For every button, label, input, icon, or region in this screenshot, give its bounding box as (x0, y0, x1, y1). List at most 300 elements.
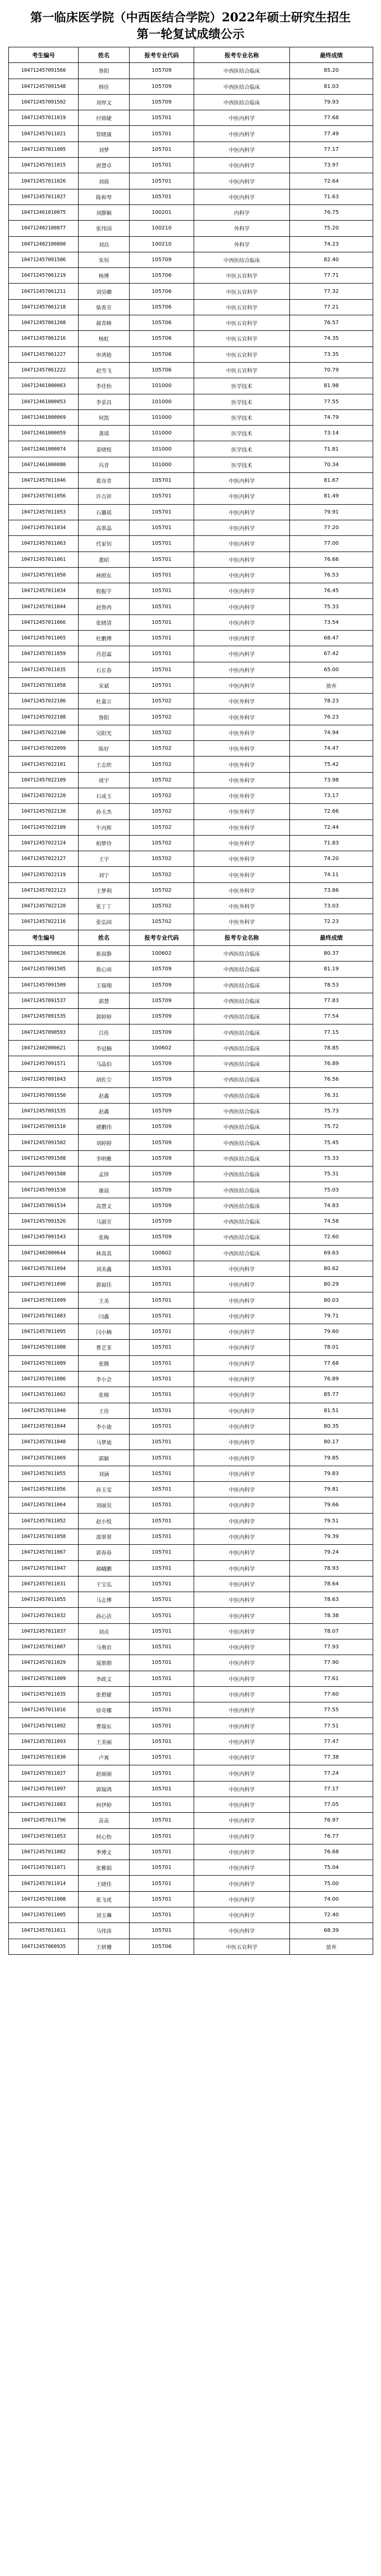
table-row (9, 1623, 373, 1639)
candidate-id-cell: 104712457011055 (9, 1592, 79, 1608)
final-score-cell: 77.17 (290, 142, 373, 157)
major-code-cell: 105701 (130, 142, 194, 157)
final-score-cell: 77.20 (290, 520, 373, 535)
major-name-cell: 中医内科学 (194, 1340, 290, 1355)
name-cell: 于宝弘 (79, 1576, 130, 1592)
name-cell: 王美丽 (79, 1734, 130, 1749)
candidate-id-cell: 104712457011040 (9, 1403, 79, 1418)
name-cell: 曹艺菲 (79, 1340, 130, 1355)
final-score-cell: 73.03 (290, 899, 373, 914)
name-cell: 王梦利 (79, 882, 130, 898)
final-score-cell: 76.45 (290, 583, 373, 599)
major-code-cell: 105702 (130, 867, 194, 882)
name-cell: 何心怡 (79, 1828, 130, 1844)
final-score-cell: 80.17 (290, 1434, 373, 1450)
name-cell: 郭瑞鸿 (79, 1781, 130, 1797)
name-cell: 董昭 (79, 552, 130, 567)
major-name-cell: 中西医结合临床 (194, 1056, 290, 1072)
name-cell: 何凯 (79, 409, 130, 425)
major-name-cell: 中医内科学 (194, 1844, 290, 1860)
candidate-id-cell: 104712457091508 (9, 1150, 79, 1166)
name-cell: 柴香芳 (79, 299, 130, 315)
final-score-cell: 76.77 (290, 1828, 373, 1844)
table-row (9, 1686, 373, 1702)
table-row (9, 189, 373, 204)
major-name-cell: 中医内科学 (194, 1734, 290, 1749)
candidate-id-cell: 104712457011094 (9, 1261, 79, 1276)
final-score-cell: 76.53 (290, 567, 373, 583)
table-row (9, 204, 373, 220)
major-code-cell: 105701 (130, 1355, 194, 1371)
major-code-cell: 105709 (130, 1150, 194, 1166)
final-score-cell: 73.14 (290, 426, 373, 441)
major-name-cell: 中医内科学 (194, 1655, 290, 1671)
candidate-id-cell: 104712457011021 (9, 126, 79, 142)
major-code-cell: 100602 (130, 1245, 194, 1261)
candidate-id-cell: 104712457011034 (9, 583, 79, 599)
table-row (9, 1229, 373, 1245)
final-score-cell: 82.40 (290, 252, 373, 267)
candidate-id-cell: 104712457011069 (9, 1450, 79, 1466)
table-row (9, 1119, 373, 1135)
candidate-id-cell: 104712457011035 (9, 662, 79, 677)
name-cell: 龚靖 (79, 426, 130, 441)
major-code-cell: 105701 (130, 1387, 194, 1403)
candidate-id-cell: 104712457011034 (9, 520, 79, 535)
table-row (9, 331, 373, 347)
major-code-cell: 100602 (130, 945, 194, 961)
name-cell: 唐慧卓 (79, 158, 130, 173)
major-code-cell: 105709 (130, 1024, 194, 1040)
column-header: 姓名 (79, 930, 130, 945)
name-cell: 林真真 (79, 1245, 130, 1261)
name-cell: 马伟涛 (79, 1923, 130, 1939)
candidate-id-cell: 104712461000063 (9, 378, 79, 394)
major-name-cell: 中医内科学 (194, 1923, 290, 1939)
major-name-cell: 中医外科学 (194, 725, 290, 740)
final-score-cell: 73.97 (290, 158, 373, 173)
major-code-cell: 105701 (130, 1876, 194, 1891)
table-row (9, 504, 373, 520)
candidate-id-cell: 104712402000644 (9, 1245, 79, 1261)
table-row (9, 1072, 373, 1087)
name-cell: 鲁阳 (79, 709, 130, 725)
final-score-cell: 74.79 (290, 409, 373, 425)
name-cell: 孙玉雯 (79, 1482, 130, 1497)
major-code-cell: 105701 (130, 1813, 194, 1828)
major-name-cell: 中医内科学 (194, 1371, 290, 1387)
candidate-id-cell: 104712457011026 (9, 173, 79, 189)
name-cell: 姜晓悦 (79, 441, 130, 457)
table-row (9, 867, 373, 882)
major-code-cell: 105701 (130, 1907, 194, 1923)
candidate-id-cell: 104712457061222 (9, 362, 79, 378)
table-row (9, 1198, 373, 1213)
name-cell: 王美 (79, 1292, 130, 1308)
final-score-cell: 79.60 (290, 1324, 373, 1340)
major-code-cell: 100602 (130, 1040, 194, 1056)
table-row (9, 94, 373, 110)
name-cell: 马志博 (79, 1592, 130, 1608)
major-name-cell: 中医五官科学 (194, 315, 290, 331)
major-name-cell: 中医内科学 (194, 1418, 290, 1434)
table-row (9, 772, 373, 788)
final-score-cell: 77.32 (290, 284, 373, 299)
candidate-id-cell: 104712457011032 (9, 1608, 79, 1623)
major-code-cell: 105701 (130, 1324, 194, 1340)
major-code-cell: 105701 (130, 1529, 194, 1544)
table-row (9, 1797, 373, 1812)
major-name-cell: 中医内科学 (194, 1702, 290, 1718)
final-score-cell: 78.01 (290, 1340, 373, 1355)
major-name-cell: 中西医结合临床 (194, 945, 290, 961)
final-score-cell: 81.49 (290, 489, 373, 504)
major-name-cell: 内科学 (194, 204, 290, 220)
final-score-cell: 72.60 (290, 1229, 373, 1245)
candidate-id-cell: 104712457091502 (9, 94, 79, 110)
final-score-cell: 77.61 (290, 1671, 373, 1686)
final-score-cell: 81.03 (290, 79, 373, 94)
final-score-cell: 75.45 (290, 1135, 373, 1150)
candidate-id-cell: 104712457011056 (9, 489, 79, 504)
name-cell: 付锦婕 (79, 110, 130, 126)
final-score-cell: 68.47 (290, 630, 373, 646)
major-code-cell: 105701 (130, 158, 194, 173)
final-score-cell: 77.15 (290, 1024, 373, 1040)
major-code-cell: 105702 (130, 757, 194, 772)
candidate-id-cell: 104712457091526 (9, 1213, 79, 1229)
table-row (9, 1292, 373, 1308)
major-code-cell: 105709 (130, 1167, 194, 1182)
table-row (9, 1150, 373, 1166)
table-row (9, 1213, 373, 1229)
major-name-cell: 中医内科学 (194, 110, 290, 126)
table-row (9, 552, 373, 567)
candidate-id-cell: 104712457091537 (9, 993, 79, 1008)
final-score-cell: 77.51 (290, 1718, 373, 1734)
table-row (9, 236, 373, 252)
name-cell: 陈好 (79, 741, 130, 757)
name-cell: 苗苗 (79, 1813, 130, 1828)
major-name-cell: 中西医结合临床 (194, 1103, 290, 1119)
major-name-cell: 中医外科学 (194, 772, 290, 788)
major-code-cell: 105706 (130, 268, 194, 284)
final-score-cell: 78.64 (290, 1576, 373, 1592)
table-row (9, 1371, 373, 1387)
final-score-cell: 74.35 (290, 331, 373, 347)
name-cell: 韩佳 (79, 79, 130, 94)
table-row (9, 409, 373, 425)
major-code-cell: 105709 (130, 1182, 194, 1198)
name-cell: 管晓康 (79, 126, 130, 142)
major-code-cell: 105702 (130, 741, 194, 757)
name-cell: 许吉祥 (79, 489, 130, 504)
name-cell: 肖思霖 (79, 646, 130, 662)
name-cell: 张腾 (79, 1355, 130, 1371)
final-score-cell: 77.05 (290, 1797, 373, 1812)
name-cell: 何伊婷 (79, 1797, 130, 1812)
candidate-id-cell: 104712457091506 (9, 252, 79, 267)
major-code-cell: 105701 (130, 1623, 194, 1639)
name-cell: 闫鑫 (79, 1308, 130, 1324)
major-name-cell: 中西医结合临床 (194, 1009, 290, 1024)
final-score-cell: 81.51 (290, 1403, 373, 1418)
final-score-cell: 77.38 (290, 1750, 373, 1765)
final-score-cell: 79.91 (290, 504, 373, 520)
candidate-id-cell: 104712457022120 (9, 788, 79, 803)
major-code-cell: 105701 (130, 552, 194, 567)
table-row (9, 1939, 373, 1954)
major-name-cell: 中医内科学 (194, 1797, 290, 1812)
final-score-cell: 77.54 (290, 1009, 373, 1024)
major-name-cell: 中医五官科学 (194, 347, 290, 362)
major-code-cell: 105702 (130, 851, 194, 867)
major-name-cell: 中医外科学 (194, 867, 290, 882)
table-row (9, 835, 373, 851)
major-code-cell: 105709 (130, 1198, 194, 1213)
candidate-id-cell: 104712457011082 (9, 1844, 79, 1860)
candidate-id-cell: 104712457091505 (9, 962, 79, 977)
major-code-cell: 105701 (130, 614, 194, 630)
column-header: 报考专业代码 (130, 47, 194, 63)
candidate-id-cell: 104712461010075 (9, 204, 79, 220)
candidate-id-cell: 104712457011065 (9, 630, 79, 646)
major-code-cell: 101000 (130, 441, 194, 457)
major-name-cell: 中医外科学 (194, 819, 290, 835)
name-cell: 张雅娟 (79, 1860, 130, 1876)
major-name-cell: 中医内科学 (194, 1781, 290, 1797)
major-name-cell: 中医内科学 (194, 1261, 290, 1276)
final-score-cell: 77.17 (290, 1781, 373, 1797)
major-name-cell: 中医内科学 (194, 1450, 290, 1466)
major-code-cell: 105701 (130, 662, 194, 677)
major-name-cell: 中医内科学 (194, 1482, 290, 1497)
table-row (9, 1324, 373, 1340)
candidate-id-cell: 104712457091550 (9, 1087, 79, 1103)
major-code-cell: 105701 (130, 1734, 194, 1749)
final-score-cell: 80.35 (290, 1418, 373, 1434)
major-name-cell: 中医内科学 (194, 646, 290, 662)
table-row (9, 945, 373, 961)
candidate-id-cell: 104712457011037 (9, 1623, 79, 1639)
name-cell: 石长春 (79, 662, 130, 677)
final-score-cell: 74.20 (290, 851, 373, 867)
major-name-cell: 中医内科学 (194, 1308, 290, 1324)
major-name-cell: 中医内科学 (194, 630, 290, 646)
table-row (9, 583, 373, 599)
table-header-row (9, 930, 373, 945)
final-score-cell: 72.23 (290, 914, 373, 930)
final-score-cell: 77.71 (290, 268, 373, 284)
major-code-cell: 105701 (130, 1797, 194, 1812)
table-row (9, 1844, 373, 1860)
table-row (9, 457, 373, 472)
name-cell: 敖心雨 (79, 962, 130, 977)
name-cell: 王佳 (79, 1403, 130, 1418)
final-score-cell: 76.31 (290, 1087, 373, 1103)
final-score-cell: 放弃 (290, 677, 373, 693)
major-name-cell: 中西医结合临床 (194, 962, 290, 977)
table-row (9, 362, 373, 378)
name-cell: 刘梦 (79, 142, 130, 157)
final-score-cell: 74.94 (290, 725, 373, 740)
name-cell: 杨博 (79, 268, 130, 284)
major-name-cell: 中医内科学 (194, 1324, 290, 1340)
candidate-id-cell: 104712457011095 (9, 1324, 79, 1340)
name-cell: 张碧婕 (79, 1686, 130, 1702)
name-cell: 程振宇 (79, 583, 130, 599)
table-row (9, 662, 373, 677)
major-name-cell: 中西医结合临床 (194, 1119, 290, 1135)
table-row (9, 1340, 373, 1355)
candidate-id-cell: 104712457011031 (9, 1576, 79, 1592)
table-row (9, 804, 373, 819)
candidate-id-cell: 104712457022101 (9, 757, 79, 772)
final-score-cell: 77.47 (290, 1734, 373, 1749)
major-name-cell: 中医内科学 (194, 599, 290, 614)
major-code-cell: 105701 (130, 504, 194, 520)
major-name-cell: 中医外科学 (194, 914, 290, 930)
name-cell: 牛丙辉 (79, 819, 130, 835)
final-score-cell: 65.00 (290, 662, 373, 677)
name-cell: 李小会 (79, 1371, 130, 1387)
final-score-cell: 75.42 (290, 757, 373, 772)
major-code-cell: 105709 (130, 1119, 194, 1135)
candidate-id-cell: 104712457011027 (9, 1765, 79, 1781)
name-cell: 晁朋朋 (79, 1655, 130, 1671)
major-code-cell: 105701 (130, 599, 194, 614)
final-score-cell: 74.23 (290, 236, 373, 252)
name-cell: 刘倩 (79, 173, 130, 189)
major-code-cell: 105701 (130, 1403, 194, 1418)
name-cell: 申鸿艳 (79, 347, 130, 362)
major-code-cell: 105701 (130, 630, 194, 646)
candidate-id-cell: 104712457011046 (9, 473, 79, 489)
major-name-cell: 中医内科学 (194, 1718, 290, 1734)
major-code-cell: 105709 (130, 94, 194, 110)
table-row (9, 1182, 373, 1198)
final-score-cell: 74.11 (290, 867, 373, 882)
name-cell: 李冠楠 (79, 1040, 130, 1056)
table-row (9, 1576, 373, 1592)
table-row (9, 741, 373, 757)
major-code-cell: 105702 (130, 772, 194, 788)
candidate-id-cell: 104712457011083 (9, 1797, 79, 1812)
column-header: 姓名 (79, 47, 130, 63)
name-cell: 李小迪 (79, 1418, 130, 1434)
major-code-cell: 101000 (130, 426, 194, 441)
major-code-cell: 105706 (130, 299, 194, 315)
final-score-cell: 75.72 (290, 1119, 373, 1135)
table-row (9, 1403, 373, 1418)
table-row (9, 1907, 373, 1923)
major-name-cell: 中西医结合临床 (194, 1229, 290, 1245)
candidate-id-cell: 104712457091534 (9, 1198, 79, 1213)
candidate-id-cell: 104712402100877 (9, 221, 79, 236)
major-code-cell: 105709 (130, 993, 194, 1008)
candidate-id-cell: 104712461000080 (9, 457, 79, 472)
major-name-cell: 中西医结合临床 (194, 252, 290, 267)
table-row (9, 1261, 373, 1276)
candidate-id-cell: 104712457011090 (9, 1277, 79, 1292)
final-score-cell: 69.63 (290, 1245, 373, 1261)
final-score-cell: 75.04 (290, 1860, 373, 1876)
table-row (9, 1355, 373, 1371)
major-name-cell: 中西医结合临床 (194, 1040, 290, 1056)
table-row (9, 1923, 373, 1939)
final-score-cell: 74.47 (290, 741, 373, 757)
table-row (9, 677, 373, 693)
column-header: 报考专业名称 (194, 47, 290, 63)
final-score-cell: 81.98 (290, 378, 373, 394)
name-cell: 吴阳光 (79, 725, 130, 740)
final-score-cell: 73.54 (290, 614, 373, 630)
table-row (9, 1891, 373, 1907)
candidate-id-cell: 104712457061219 (9, 268, 79, 284)
candidate-id-cell: 104712457011053 (9, 1828, 79, 1844)
major-code-cell: 105709 (130, 1072, 194, 1087)
major-code-cell: 101000 (130, 378, 194, 394)
candidate-id-cell: 104712457011064 (9, 1497, 79, 1513)
name-cell: 崔叔静 (79, 945, 130, 961)
major-code-cell: 105701 (130, 1639, 194, 1655)
page-subtitle: 第一轮复试成绩公示 (136, 27, 245, 41)
major-code-cell: 105706 (130, 331, 194, 347)
major-name-cell: 中西医结合临床 (194, 94, 290, 110)
candidate-id-cell: 104712457011030 (9, 1750, 79, 1765)
table-row (9, 1103, 373, 1119)
name-cell: 郭春春 (79, 1545, 130, 1560)
major-code-cell: 105701 (130, 1466, 194, 1481)
candidate-id-cell: 104712457011050 (9, 567, 79, 583)
candidate-id-cell: 104712457011083 (9, 1308, 79, 1324)
name-cell: 赵鲁西 (79, 599, 130, 614)
major-code-cell: 105701 (130, 1340, 194, 1355)
major-name-cell: 医学技术 (194, 426, 290, 441)
candidate-id-cell: 104712457011044 (9, 1418, 79, 1434)
table-row (9, 788, 373, 803)
candidate-id-cell: 104712457011019 (9, 110, 79, 126)
major-code-cell: 105701 (130, 189, 194, 204)
candidate-id-cell: 104712457011056 (9, 1482, 79, 1497)
major-name-cell: 中医外科学 (194, 804, 290, 819)
final-score-cell: 76.89 (290, 1056, 373, 1072)
final-score-cell: 72.64 (290, 173, 373, 189)
table-row (9, 79, 373, 94)
final-score-cell: 76.57 (290, 315, 373, 331)
major-name-cell: 中医外科学 (194, 741, 290, 757)
final-score-cell: 76.89 (290, 1371, 373, 1387)
major-name-cell: 中医内科学 (194, 1860, 290, 1876)
table-row (9, 1418, 373, 1434)
name-cell: 徐奇娜 (79, 1702, 130, 1718)
major-code-cell: 105701 (130, 126, 194, 142)
name-cell: 赵丽丽 (79, 1765, 130, 1781)
final-score-cell: 71.83 (290, 835, 373, 851)
candidate-id-cell: 104712457022099 (9, 741, 79, 757)
final-score-cell: 80.03 (290, 1292, 373, 1308)
table-row (9, 1592, 373, 1608)
name-cell: 郭慧 (79, 993, 130, 1008)
candidate-id-cell: 104712457022100 (9, 725, 79, 740)
major-code-cell: 105701 (130, 1292, 194, 1308)
candidate-id-cell: 104712457022130 (9, 804, 79, 819)
name-cell: 刘静颖 (79, 204, 130, 220)
final-score-cell: 72.66 (290, 804, 373, 819)
name-cell: 卢爽 (79, 1750, 130, 1765)
final-score-cell: 放弃 (290, 1939, 373, 1954)
major-name-cell: 中西医结合临床 (194, 1245, 290, 1261)
